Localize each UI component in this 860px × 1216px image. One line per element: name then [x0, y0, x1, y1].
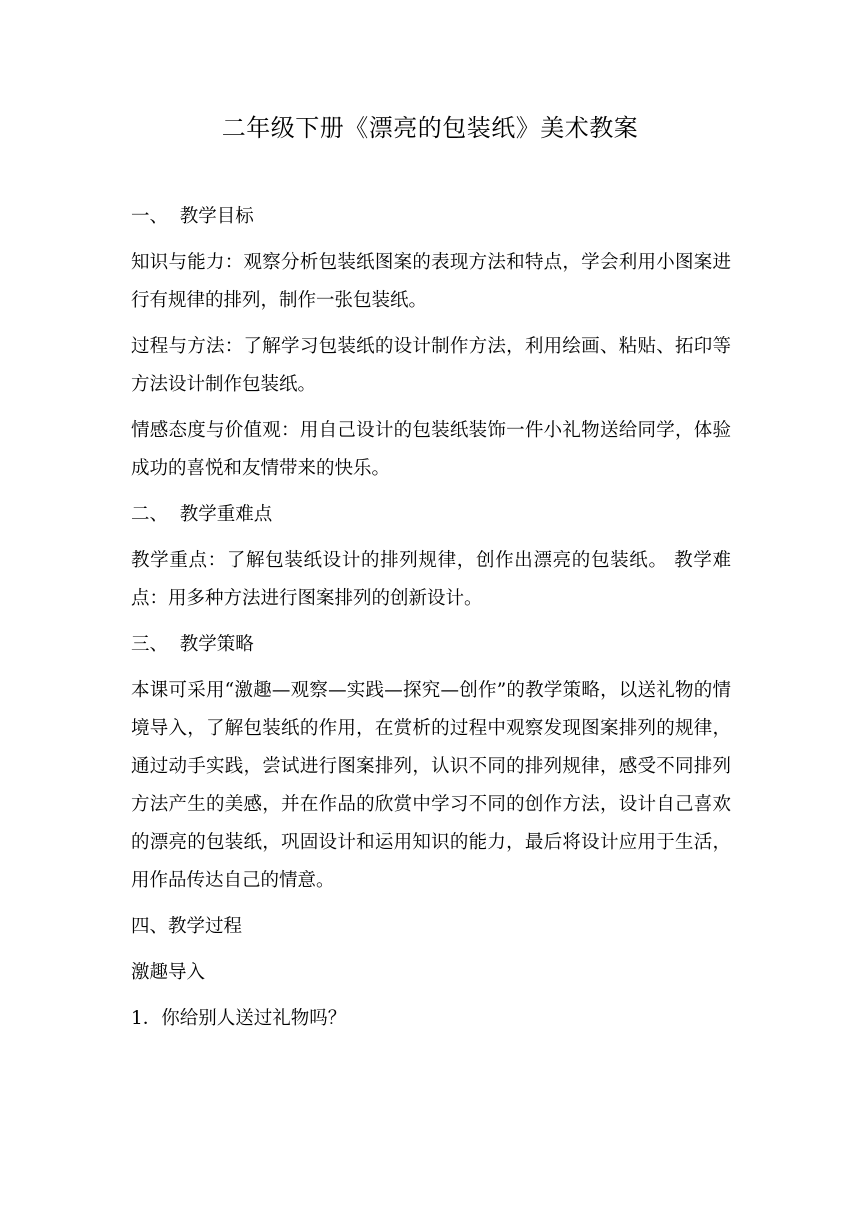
document-title: 二年级下册《漂亮的包装纸》美术教案 [221, 114, 639, 142]
paragraph-emotion-values: 情感态度与价值观：用自己设计的包装纸装饰一件小礼物送给同学，体验成功的喜悦和友情带来的快乐。 [131, 420, 731, 479]
section-heading-objectives: 一、 教学目标 [131, 206, 254, 227]
paragraph-knowledge-ability: 知识与能力：观察分析包装纸图案的表现方法和特点，学会利用小图案进行有规律的排列，制作一张包装纸。 [131, 252, 731, 311]
section-heading-key-points: 二、 教学重难点 [131, 504, 273, 525]
section-heading-process: 四、教学过程 [131, 916, 243, 937]
subheading-intro: 激趣导入 [131, 962, 206, 983]
paragraph-process-method: 过程与方法：了解学习包装纸的设计制作方法，利用绘画、粘贴、拓印等方法设计制作包装纸。 [131, 336, 731, 395]
section-heading-strategy: 三、 教学策略 [131, 634, 254, 655]
paragraph-strategy: 本课可采用“激趣—观察—实践—探究—创作”的教学策略，以送礼物的情境导入，了解包装纸的作用，在赏析的过程中观察发现图案排列的规律，通过动手实践，尝试进行图案排列，认识不同的排列规律，感受不同排列方法产生的美感，并在作品的欣赏中学习不同的创作方法，设计自己喜欢的漂亮的包装纸，巩固设计和运用知识的能力，最后将设计应用于生活，用作品传达自己的情意。 [131, 680, 731, 891]
list-item-question: 1．你给别人送过礼物吗？ [131, 1008, 347, 1029]
document-body [131, 198, 731, 1038]
paragraph-key-difficult-points: 教学重点：了解包装纸设计的排列规律，创作出漂亮的包装纸。 教学难点：用多种方法进行图案排列的创新设计。 [131, 550, 731, 609]
